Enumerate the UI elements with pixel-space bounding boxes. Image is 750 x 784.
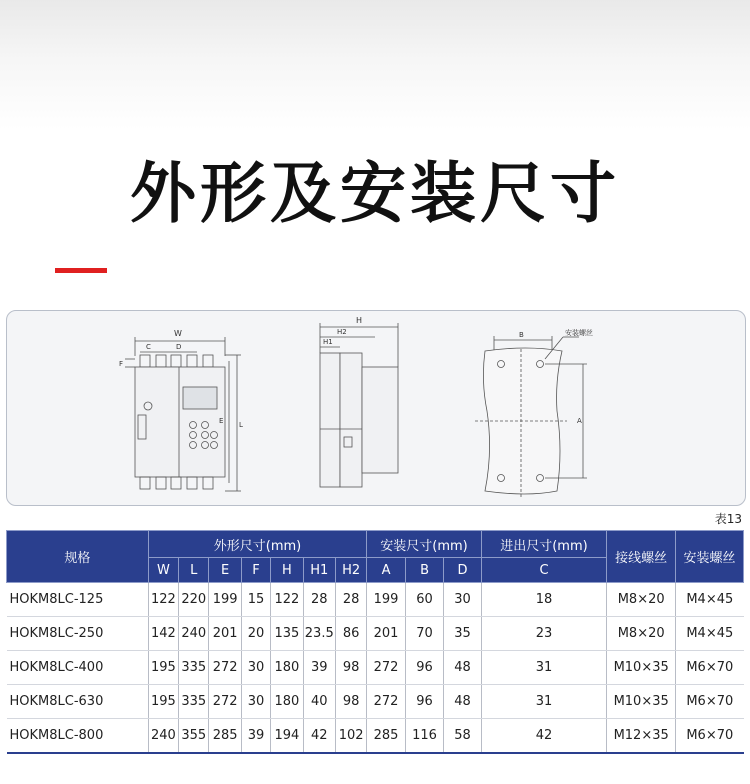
cell-w: 142 <box>148 617 178 651</box>
cell-e: 199 <box>209 583 241 617</box>
dim-w-label: W <box>174 329 182 338</box>
header-mount-screw: 安装螺丝 <box>676 531 744 583</box>
cell-e: 272 <box>209 651 241 685</box>
cell-h2: 102 <box>335 719 366 754</box>
cell-f: 30 <box>241 685 270 719</box>
cell-f: 30 <box>241 651 270 685</box>
header-outer-dims: 外形尺寸(mm) <box>148 531 367 558</box>
dimension-drawings <box>7 311 745 505</box>
cell-f: 20 <box>241 617 270 651</box>
dimension-drawings-panel <box>6 310 746 506</box>
cell-h: 122 <box>271 583 303 617</box>
cell-wiring: M8×20 <box>607 617 676 651</box>
cell-b: 70 <box>405 617 443 651</box>
cell-h1: 28 <box>303 583 335 617</box>
cell-h1: 39 <box>303 651 335 685</box>
cell-b: 96 <box>405 685 443 719</box>
cell-f: 39 <box>241 719 270 754</box>
cell-e: 272 <box>209 685 241 719</box>
cell-b: 60 <box>405 583 443 617</box>
cell-mount: M6×70 <box>676 685 744 719</box>
dim-l-label: L <box>239 421 243 429</box>
cell-h1: 40 <box>303 685 335 719</box>
side-view-drawing <box>320 323 398 487</box>
table-row <box>7 719 744 754</box>
cell-l: 240 <box>179 617 209 651</box>
cell-a: 272 <box>367 651 405 685</box>
table-row <box>7 617 744 651</box>
cell-a: 201 <box>367 617 405 651</box>
cell-model: HOKM8LC-125 <box>7 583 149 617</box>
cell-a: 285 <box>367 719 405 754</box>
cell-h2: 98 <box>335 685 366 719</box>
cell-model: HOKM8LC-400 <box>7 651 149 685</box>
dim-d-label: D <box>176 343 182 351</box>
header-inlet-dims: 进出尺寸(mm) <box>481 531 607 558</box>
cell-d: 48 <box>444 685 481 719</box>
subheader-c: C <box>481 558 607 583</box>
subheader-h1: H1 <box>303 558 335 583</box>
subheader-h: H <box>271 558 303 583</box>
cell-d: 35 <box>444 617 481 651</box>
header-install-dims: 安装尺寸(mm) <box>367 531 481 558</box>
mount-screw-label: 安装螺丝 <box>565 329 593 337</box>
cell-mount: M4×45 <box>676 583 744 617</box>
subheader-d: D <box>444 558 481 583</box>
cell-a: 199 <box>367 583 405 617</box>
dim-a-label: A <box>577 417 582 425</box>
cell-model: HOKM8LC-250 <box>7 617 149 651</box>
cell-h: 135 <box>271 617 303 651</box>
cell-mount: M6×70 <box>676 651 744 685</box>
cell-l: 335 <box>179 685 209 719</box>
subheader-e: E <box>209 558 241 583</box>
dim-c-label: C <box>146 343 151 351</box>
page-title: 外形及安装尺寸 <box>130 155 620 232</box>
dim-h2-label: H2 <box>337 328 347 336</box>
cell-wiring: M8×20 <box>607 583 676 617</box>
cell-w: 195 <box>148 685 178 719</box>
cell-a: 272 <box>367 685 405 719</box>
cell-e: 201 <box>209 617 241 651</box>
cell-wiring: M12×35 <box>607 719 676 754</box>
header-model: 规格 <box>7 531 149 583</box>
cell-wiring: M10×35 <box>607 651 676 685</box>
cell-c: 31 <box>481 685 607 719</box>
subheader-a: A <box>367 558 405 583</box>
cell-h: 194 <box>271 719 303 754</box>
dim-e-label: E <box>219 417 224 425</box>
table-row <box>7 651 744 685</box>
dimension-spec-table <box>6 530 744 754</box>
cell-w: 240 <box>148 719 178 754</box>
cell-d: 30 <box>444 583 481 617</box>
cell-model: HOKM8LC-630 <box>7 685 149 719</box>
cell-h2: 98 <box>335 651 366 685</box>
subheader-b: B <box>405 558 443 583</box>
dim-b-label: B <box>519 331 524 339</box>
table-row <box>7 685 744 719</box>
title-accent-bar <box>55 268 107 273</box>
cell-h1: 23.5 <box>303 617 335 651</box>
cell-w: 122 <box>148 583 178 617</box>
table-row <box>7 583 744 617</box>
cell-mount: M6×70 <box>676 719 744 754</box>
cell-e: 285 <box>209 719 241 754</box>
dim-h1-label: H1 <box>323 338 333 346</box>
cell-h2: 86 <box>335 617 366 651</box>
cell-wiring: M10×35 <box>607 685 676 719</box>
cell-c: 18 <box>481 583 607 617</box>
subheader-w: W <box>148 558 178 583</box>
cell-mount: M4×45 <box>676 617 744 651</box>
cell-c: 31 <box>481 651 607 685</box>
subheader-l: L <box>179 558 209 583</box>
cell-l: 335 <box>179 651 209 685</box>
subheader-f: F <box>241 558 270 583</box>
header-wiring-screw: 接线螺丝 <box>607 531 676 583</box>
cell-d: 58 <box>444 719 481 754</box>
cell-l: 355 <box>179 719 209 754</box>
spec-table-body <box>7 583 744 754</box>
cell-f: 15 <box>241 583 270 617</box>
cell-model: HOKM8LC-800 <box>7 719 149 754</box>
cell-h1: 42 <box>303 719 335 754</box>
cell-b: 116 <box>405 719 443 754</box>
cell-b: 96 <box>405 651 443 685</box>
front-view-drawing <box>125 337 241 491</box>
dim-h-label: H <box>356 316 363 325</box>
mounting-drawing <box>475 336 587 497</box>
table-number-label: 表13 <box>714 512 742 526</box>
dim-f-label: F <box>119 360 124 368</box>
cell-w: 195 <box>148 651 178 685</box>
subheader-h2: H2 <box>335 558 366 583</box>
cell-d: 48 <box>444 651 481 685</box>
cell-h2: 28 <box>335 583 366 617</box>
cell-l: 220 <box>179 583 209 617</box>
cell-c: 42 <box>481 719 607 754</box>
cell-h: 180 <box>271 651 303 685</box>
cell-c: 23 <box>481 617 607 651</box>
cell-h: 180 <box>271 685 303 719</box>
